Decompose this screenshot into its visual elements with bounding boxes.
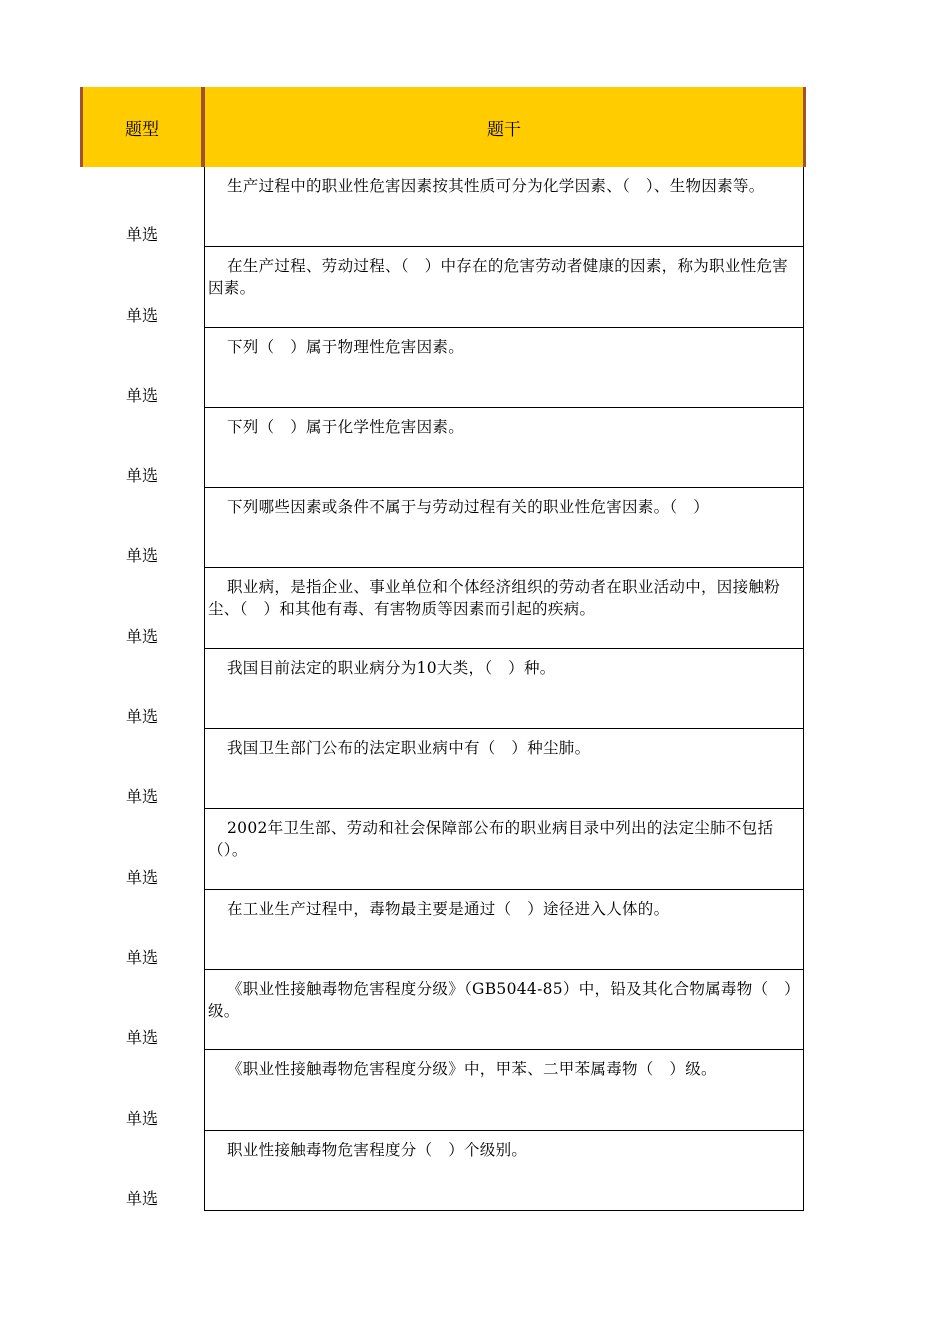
table-row <box>80 167 806 247</box>
question-type: 单选 <box>125 626 158 646</box>
question-stem: 我国卫生部门公布的法定职业病中有（ ）种尘肺。 <box>204 729 804 809</box>
table-row <box>80 408 806 488</box>
question-type: 单选 <box>125 225 158 245</box>
question-stem: 职业性接触毒物危害程度分（ ）个级别。 <box>204 1131 804 1211</box>
question-type: 单选 <box>125 546 158 566</box>
question-type: 单选 <box>125 867 158 887</box>
question-stem: 生产过程中的职业性危害因素按其性质可分为化学因素、（ ）、生物因素等。 <box>204 167 804 247</box>
question-type: 单选 <box>125 305 158 325</box>
table-row <box>80 809 806 889</box>
question-stem: 《职业性接触毒物危害程度分级》（GB5044-85）中，铅及其化合物属毒物（ ）级。 <box>204 970 804 1050</box>
question-type: 单选 <box>125 385 158 405</box>
question-stem: 在生产过程、劳动过程、（ ）中存在的危害劳动者健康的因素，称为职业性危害因素。 <box>204 247 804 327</box>
question-type: 单选 <box>125 1188 158 1208</box>
table-row <box>80 488 806 568</box>
table-row <box>80 729 806 809</box>
table-row <box>80 649 806 729</box>
table-row <box>80 247 806 327</box>
table-header <box>80 87 806 167</box>
question-type: 单选 <box>125 787 158 807</box>
question-type: 单选 <box>125 1028 158 1048</box>
question-table <box>80 87 806 1211</box>
table-row <box>80 328 806 408</box>
question-stem: 2002年卫生部、劳动和社会保障部公布的职业病目录中列出的法定尘肺不包括（）。 <box>204 809 804 889</box>
question-stem: 下列（ ）属于化学性危害因素。 <box>204 408 804 488</box>
table-row <box>80 568 806 648</box>
question-stem: 下列哪些因素或条件不属于与劳动过程有关的职业性危害因素。（ ） <box>204 488 804 568</box>
question-type: 单选 <box>125 1108 158 1128</box>
table-row <box>80 890 806 970</box>
header-stem: 题干 <box>205 87 806 167</box>
question-stem: 《职业性接触毒物危害程度分级》中，甲苯、二甲苯属毒物（ ）级。 <box>204 1050 804 1130</box>
table-row <box>80 970 806 1050</box>
question-stem: 下列（ ）属于物理性危害因素。 <box>204 328 804 408</box>
question-stem: 职业病，是指企业、事业单位和个体经济组织的劳动者在职业活动中，因接触粉尘、（ ）和其他有毒、有害物质等因素而引起的疾病。 <box>204 568 804 648</box>
table-row <box>80 1050 806 1130</box>
table-row <box>80 1131 806 1211</box>
question-type: 单选 <box>125 466 158 486</box>
table-body <box>80 167 806 1211</box>
question-stem: 我国目前法定的职业病分为10大类，（ ）种。 <box>204 649 804 729</box>
question-type: 单选 <box>125 947 158 967</box>
question-type: 单选 <box>125 707 158 727</box>
header-type: 题型 <box>80 87 205 167</box>
question-stem: 在工业生产过程中，毒物最主要是通过（ ）途径进入人体的。 <box>204 890 804 970</box>
